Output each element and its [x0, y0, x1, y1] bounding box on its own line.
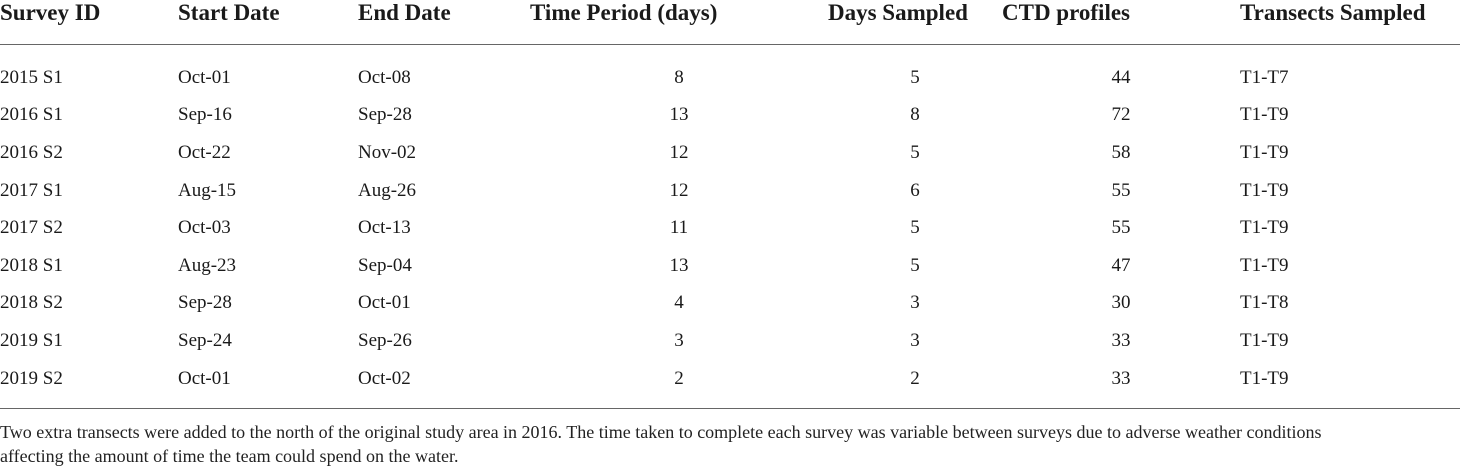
cell-time-period: 13: [669, 254, 689, 276]
cell-survey-id: 2017 S1: [0, 179, 63, 201]
cell-end-date: Sep-28: [358, 104, 412, 126]
cell-survey-id: 2019 S1: [0, 329, 63, 351]
cell-start-date: Sep-24: [178, 329, 232, 351]
cell-time-period: 12: [669, 141, 689, 163]
cell-ctd-profiles: 44: [1111, 66, 1131, 88]
cell-ctd-profiles: 55: [1111, 217, 1131, 239]
cell-start-date: Sep-16: [178, 104, 232, 126]
cell-days-sampled: 6: [910, 179, 920, 201]
header-days-sampled: Days Sampled: [828, 0, 968, 25]
table-row: [0, 247, 1460, 285]
table-header: [0, 0, 1460, 45]
cell-days-sampled: 5: [910, 254, 920, 276]
cell-time-period: 3: [674, 329, 684, 351]
cell-start-date: Oct-01: [178, 66, 231, 88]
cell-ctd-profiles: 55: [1111, 179, 1131, 201]
cell-survey-id: 2018 S1: [0, 254, 63, 276]
cell-end-date: Oct-08: [358, 66, 411, 88]
cell-transects-sampled: T1-T8: [1240, 292, 1289, 314]
cell-days-sampled: 3: [910, 292, 920, 314]
cell-days-sampled: 2: [910, 367, 920, 389]
cell-ctd-profiles: 72: [1111, 104, 1131, 126]
cell-days-sampled: 8: [910, 104, 920, 126]
footnote-line-1: Two extra transects were added to the north of the original study area in 2016. The time taken to complete each survey was variable between surveys due to adverse weather conditions: [0, 422, 1322, 442]
cell-transects-sampled: T1-T9: [1240, 104, 1289, 126]
table-row: [0, 209, 1460, 247]
header-start-date: Start Date: [178, 0, 280, 25]
cell-transects-sampled: T1-T9: [1240, 179, 1289, 201]
cell-transects-sampled: T1-T9: [1240, 329, 1289, 351]
cell-transects-sampled: T1-T9: [1240, 217, 1289, 239]
cell-ctd-profiles: 33: [1111, 367, 1131, 389]
header-survey-id: Survey ID: [0, 0, 101, 25]
table-body: [0, 59, 1460, 397]
cell-time-period: 11: [669, 217, 689, 239]
cell-days-sampled: 5: [910, 217, 920, 239]
cell-survey-id: 2015 S1: [0, 66, 63, 88]
cell-survey-id: 2017 S2: [0, 217, 63, 239]
header-transects-sampled: Transects Sampled: [1240, 0, 1426, 25]
table-row: [0, 59, 1460, 97]
cell-days-sampled: 3: [910, 329, 920, 351]
cell-end-date: Oct-01: [358, 292, 411, 314]
cell-start-date: Aug-15: [178, 179, 237, 201]
cell-ctd-profiles: 33: [1111, 329, 1131, 351]
footnote-line-2: affecting the amount of time the team could spend on the water.: [0, 446, 459, 466]
cell-ctd-profiles: 47: [1111, 254, 1131, 276]
header-time-period: Time Period (days): [530, 0, 718, 25]
header-end-date: End Date: [358, 0, 451, 25]
cell-start-date: Aug-23: [178, 254, 237, 276]
cell-survey-id: 2016 S2: [0, 141, 63, 163]
cell-ctd-profiles: 58: [1111, 141, 1131, 163]
cell-end-date: Aug-26: [358, 179, 417, 201]
cell-end-date: Oct-13: [358, 217, 411, 239]
header-spacer: [0, 45, 1460, 60]
table-footnote: [0, 420, 1460, 468]
cell-days-sampled: 5: [910, 141, 920, 163]
table-bottom-rule: [0, 408, 1460, 409]
cell-survey-id: 2019 S2: [0, 367, 63, 389]
cell-transects-sampled: T1-T9: [1240, 367, 1289, 389]
table-row: [0, 97, 1460, 135]
cell-transects-sampled: T1-T9: [1240, 254, 1289, 276]
cell-time-period: 2: [674, 367, 684, 389]
cell-end-date: Sep-26: [358, 329, 412, 351]
cell-survey-id: 2018 S2: [0, 292, 63, 314]
table-row: [0, 322, 1460, 360]
cell-days-sampled: 5: [910, 66, 920, 88]
cell-start-date: Oct-03: [178, 217, 231, 239]
table-row: [0, 134, 1460, 172]
cell-survey-id: 2016 S1: [0, 104, 63, 126]
header-row: [0, 0, 1460, 45]
cell-transects-sampled: T1-T9: [1240, 141, 1289, 163]
cell-ctd-profiles: 30: [1111, 292, 1131, 314]
header-ctd-profiles: CTD profiles: [1002, 0, 1130, 25]
cell-time-period: 12: [669, 179, 689, 201]
cell-time-period: 8: [674, 66, 684, 88]
table-row: [0, 360, 1460, 398]
cell-end-date: Nov-02: [358, 141, 417, 163]
cell-end-date: Sep-04: [358, 254, 412, 276]
cell-start-date: Oct-22: [178, 141, 231, 163]
cell-start-date: Oct-01: [178, 367, 231, 389]
cell-time-period: 4: [674, 292, 684, 314]
cell-start-date: Sep-28: [178, 292, 232, 314]
cell-time-period: 13: [669, 104, 689, 126]
table-row: [0, 172, 1460, 210]
table-row: [0, 285, 1460, 323]
cell-end-date: Oct-02: [358, 367, 411, 389]
cell-transects-sampled: T1-T7: [1240, 66, 1289, 88]
